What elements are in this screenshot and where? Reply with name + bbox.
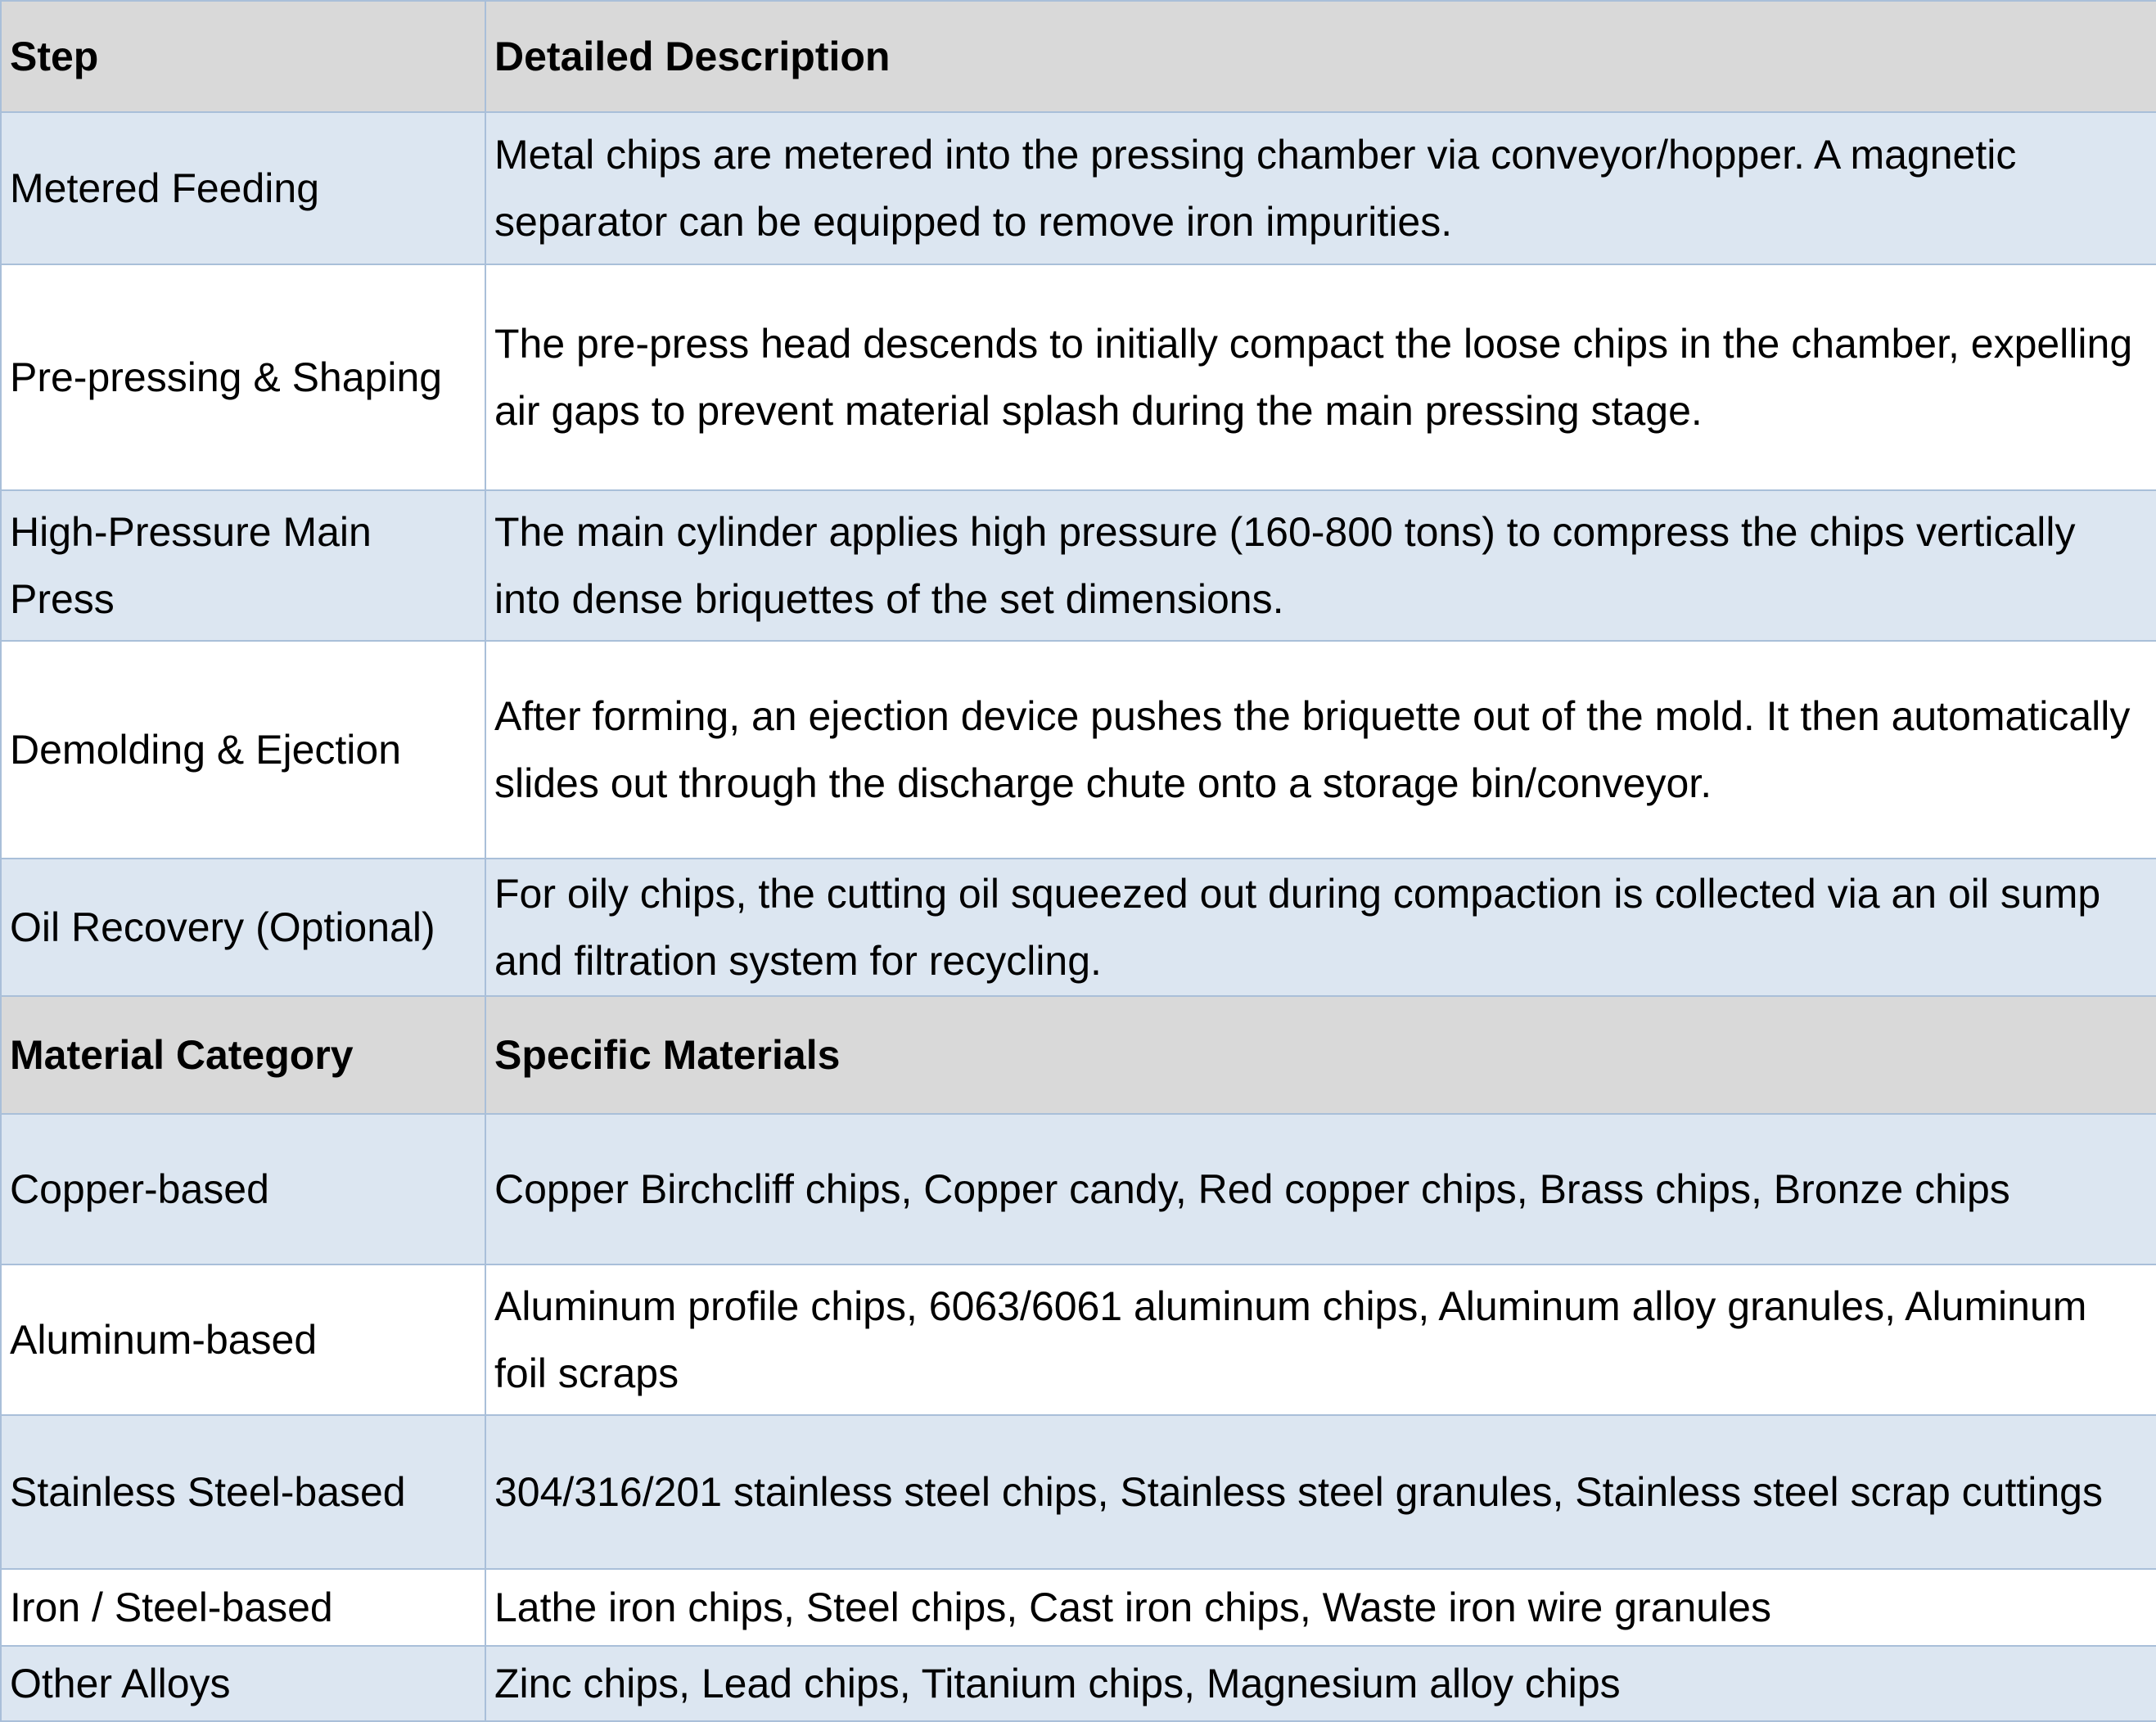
material-category: Stainless Steel-based — [1, 1415, 485, 1569]
table-row — [1, 1114, 2156, 1264]
step-name: Metered Feeding — [1, 112, 485, 264]
table-row — [1, 490, 2156, 641]
material-category: Other Alloys — [1, 1646, 485, 1721]
step-description: For oily chips, the cutting oil squeezed out during compaction is collected via an oil sump and filtration system for recycling. — [485, 859, 2156, 996]
material-category: Iron / Steel-based — [1, 1569, 485, 1646]
table-row — [1, 1569, 2156, 1646]
specific-materials: Lathe iron chips, Steel chips, Cast iron chips, Waste iron wire granules — [485, 1569, 2156, 1646]
specific-materials: Copper Birchcliff chips, Copper candy, Red copper chips, Brass chips, Bronze chips — [485, 1114, 2156, 1264]
table-row — [1, 264, 2156, 490]
material-category: Aluminum-based — [1, 1264, 485, 1415]
steps-header-row — [1, 1, 2156, 112]
description-column-header: Detailed Description — [485, 1, 2156, 112]
step-description: The main cylinder applies high pressure (160-800 tons) to compress the chips vertically into dense briquettes of the set dimensions. — [485, 490, 2156, 641]
step-description: The pre-press head descends to initially compact the loose chips in the chamber, expelling air gaps to prevent material splash during the main pressing stage. — [485, 264, 2156, 490]
materials-column-header: Specific Materials — [485, 996, 2156, 1114]
step-name: Pre-pressing & Shaping — [1, 264, 485, 490]
step-name: Demolding & Ejection — [1, 641, 485, 859]
step-description: Metal chips are metered into the pressing chamber via conveyor/hopper. A magnetic separator can be equipped to remove iron impurities. — [485, 112, 2156, 264]
step-description: After forming, an ejection device pushes the briquette out of the mold. It then automatically slides out through the discharge chute onto a storage bin/conveyor. — [485, 641, 2156, 859]
specific-materials: Zinc chips, Lead chips, Titanium chips, Magnesium alloy chips — [485, 1646, 2156, 1721]
specific-materials: Aluminum profile chips, 6063/6061 aluminum chips, Aluminum alloy granules, Aluminum foil scraps — [485, 1264, 2156, 1415]
table-row — [1, 1264, 2156, 1415]
specific-materials: 304/316/201 stainless steel chips, Stainless steel granules, Stainless steel scrap cuttings — [485, 1415, 2156, 1569]
table-row — [1, 112, 2156, 264]
table-row — [1, 641, 2156, 859]
step-name: High-Pressure Main Press — [1, 490, 485, 641]
table-row — [1, 1415, 2156, 1569]
category-column-header: Material Category — [1, 996, 485, 1114]
step-name: Oil Recovery (Optional) — [1, 859, 485, 996]
table-row — [1, 859, 2156, 996]
table-row — [1, 1646, 2156, 1721]
materials-header-row — [1, 996, 2156, 1114]
material-category: Copper-based — [1, 1114, 485, 1264]
step-column-header: Step — [1, 1, 485, 112]
